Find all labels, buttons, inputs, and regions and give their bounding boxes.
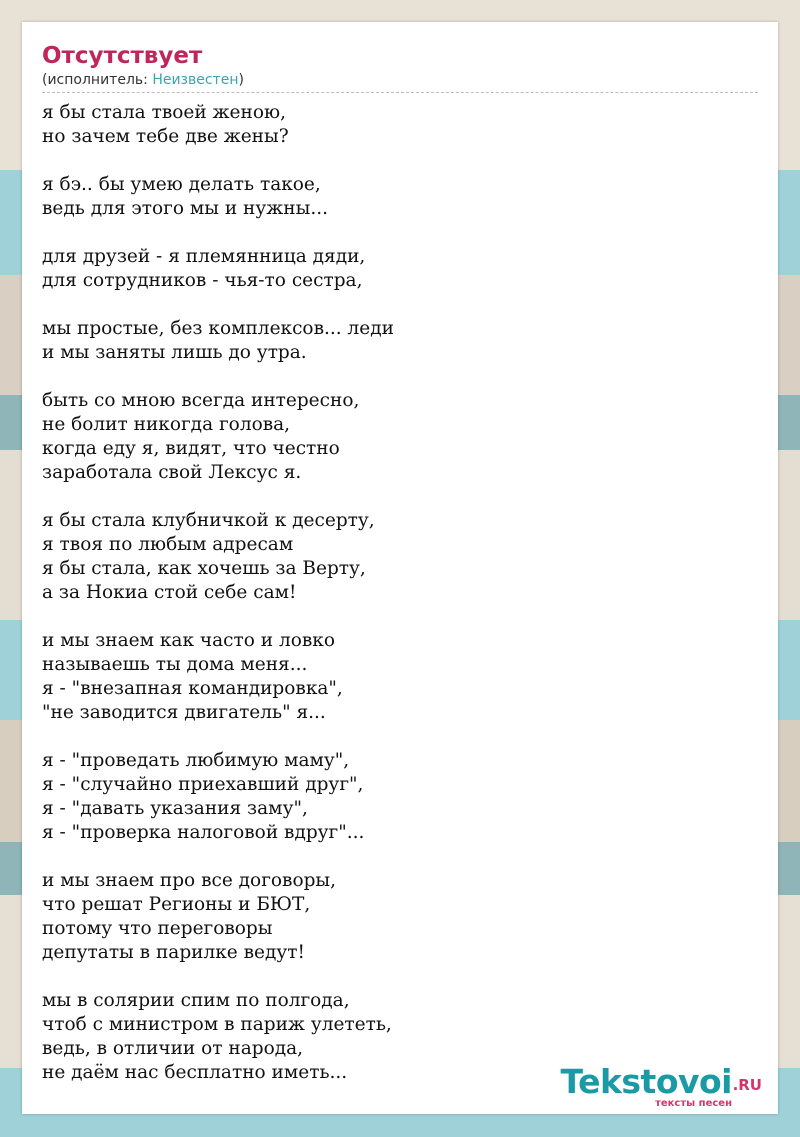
site-logo[interactable] bbox=[560, 1062, 770, 1112]
lyric-line: и мы заняты лишь до утра. bbox=[42, 342, 307, 363]
lyric-line: и мы знаем про все договоры, bbox=[42, 870, 337, 891]
stanza bbox=[42, 629, 758, 725]
dashed-divider bbox=[42, 92, 758, 93]
logo-name: Tekstovoi bbox=[560, 1062, 732, 1101]
artist-prefix: (исполнитель: bbox=[42, 72, 153, 88]
lyric-line: я - "проверка налоговой вдруг"... bbox=[42, 822, 365, 843]
lyric-line: заработала свой Лексус я. bbox=[42, 462, 302, 483]
lyric-line: "не заводится двигатель" я... bbox=[42, 702, 326, 723]
lyric-line: я бы стала клубничкой к десерту, bbox=[42, 510, 375, 531]
lyric-line: я бы стала твоей женою, bbox=[42, 102, 286, 123]
stanza bbox=[42, 317, 758, 365]
logo-tld: .RU bbox=[732, 1076, 762, 1094]
lyric-line: не болит никогда голова, bbox=[42, 414, 291, 435]
lyric-line: мы простые, без комплексов... леди bbox=[42, 318, 394, 339]
lyric-line: я - "проведать любимую маму", bbox=[42, 750, 350, 771]
lyric-line: я - "давать указания заму", bbox=[42, 798, 308, 819]
stanza bbox=[42, 245, 758, 293]
stanza bbox=[42, 509, 758, 605]
lyric-line: депутаты в парилке ведут! bbox=[42, 942, 305, 963]
lyric-line: для сотрудников - чья-то сестра, bbox=[42, 270, 363, 291]
lyric-line: быть со мною всегда интересно, bbox=[42, 390, 360, 411]
artist-link[interactable]: Неизвестен bbox=[152, 72, 239, 88]
stanza bbox=[42, 749, 758, 845]
song-title: Отсутствует bbox=[42, 43, 203, 69]
lyric-line: не даём нас бесплатно иметь... bbox=[42, 1062, 348, 1083]
lyric-line: ведь для этого мы и нужны... bbox=[42, 198, 328, 219]
lyric-line: ведь, в отличии от народа, bbox=[42, 1038, 304, 1059]
lyrics-sheet bbox=[22, 22, 778, 1114]
lyric-line: я - "внезапная командировка", bbox=[42, 678, 343, 699]
lyric-line: я - "случайно приехавший друг", bbox=[42, 774, 364, 795]
lyric-line: называешь ты дома меня... bbox=[42, 654, 308, 675]
lyric-line: но зачем тебе две жены? bbox=[42, 126, 289, 147]
artist-suffix: ) bbox=[238, 72, 244, 88]
stanza bbox=[42, 389, 758, 485]
lyric-line: мы в солярии спим по полгода, bbox=[42, 990, 350, 1011]
lyric-line: я бэ.. бы умею делать такое, bbox=[42, 174, 321, 195]
lyrics-body bbox=[42, 101, 758, 1085]
artist-line bbox=[42, 70, 758, 90]
lyric-line: для друзей - я племянница дяди, bbox=[42, 246, 366, 267]
lyric-line: чтоб с министром в париж улететь, bbox=[42, 1014, 392, 1035]
lyric-line: когда еду я, видят, что честно bbox=[42, 438, 340, 459]
stanza bbox=[42, 173, 758, 221]
lyric-line: я твоя по любым адресам bbox=[42, 534, 294, 555]
lyric-line: я бы стала, как хочешь за Верту, bbox=[42, 558, 366, 579]
lyric-line: и мы знаем как часто и ловко bbox=[42, 630, 336, 651]
logo-tagline: тексты песен bbox=[655, 1098, 732, 1109]
lyric-line: а за Нокиа стой себе сам! bbox=[42, 582, 297, 603]
stanza bbox=[42, 869, 758, 965]
lyric-line: потому что переговоры bbox=[42, 918, 273, 939]
stanza bbox=[42, 101, 758, 149]
lyric-line: что решат Регионы и БЮТ, bbox=[42, 894, 311, 915]
